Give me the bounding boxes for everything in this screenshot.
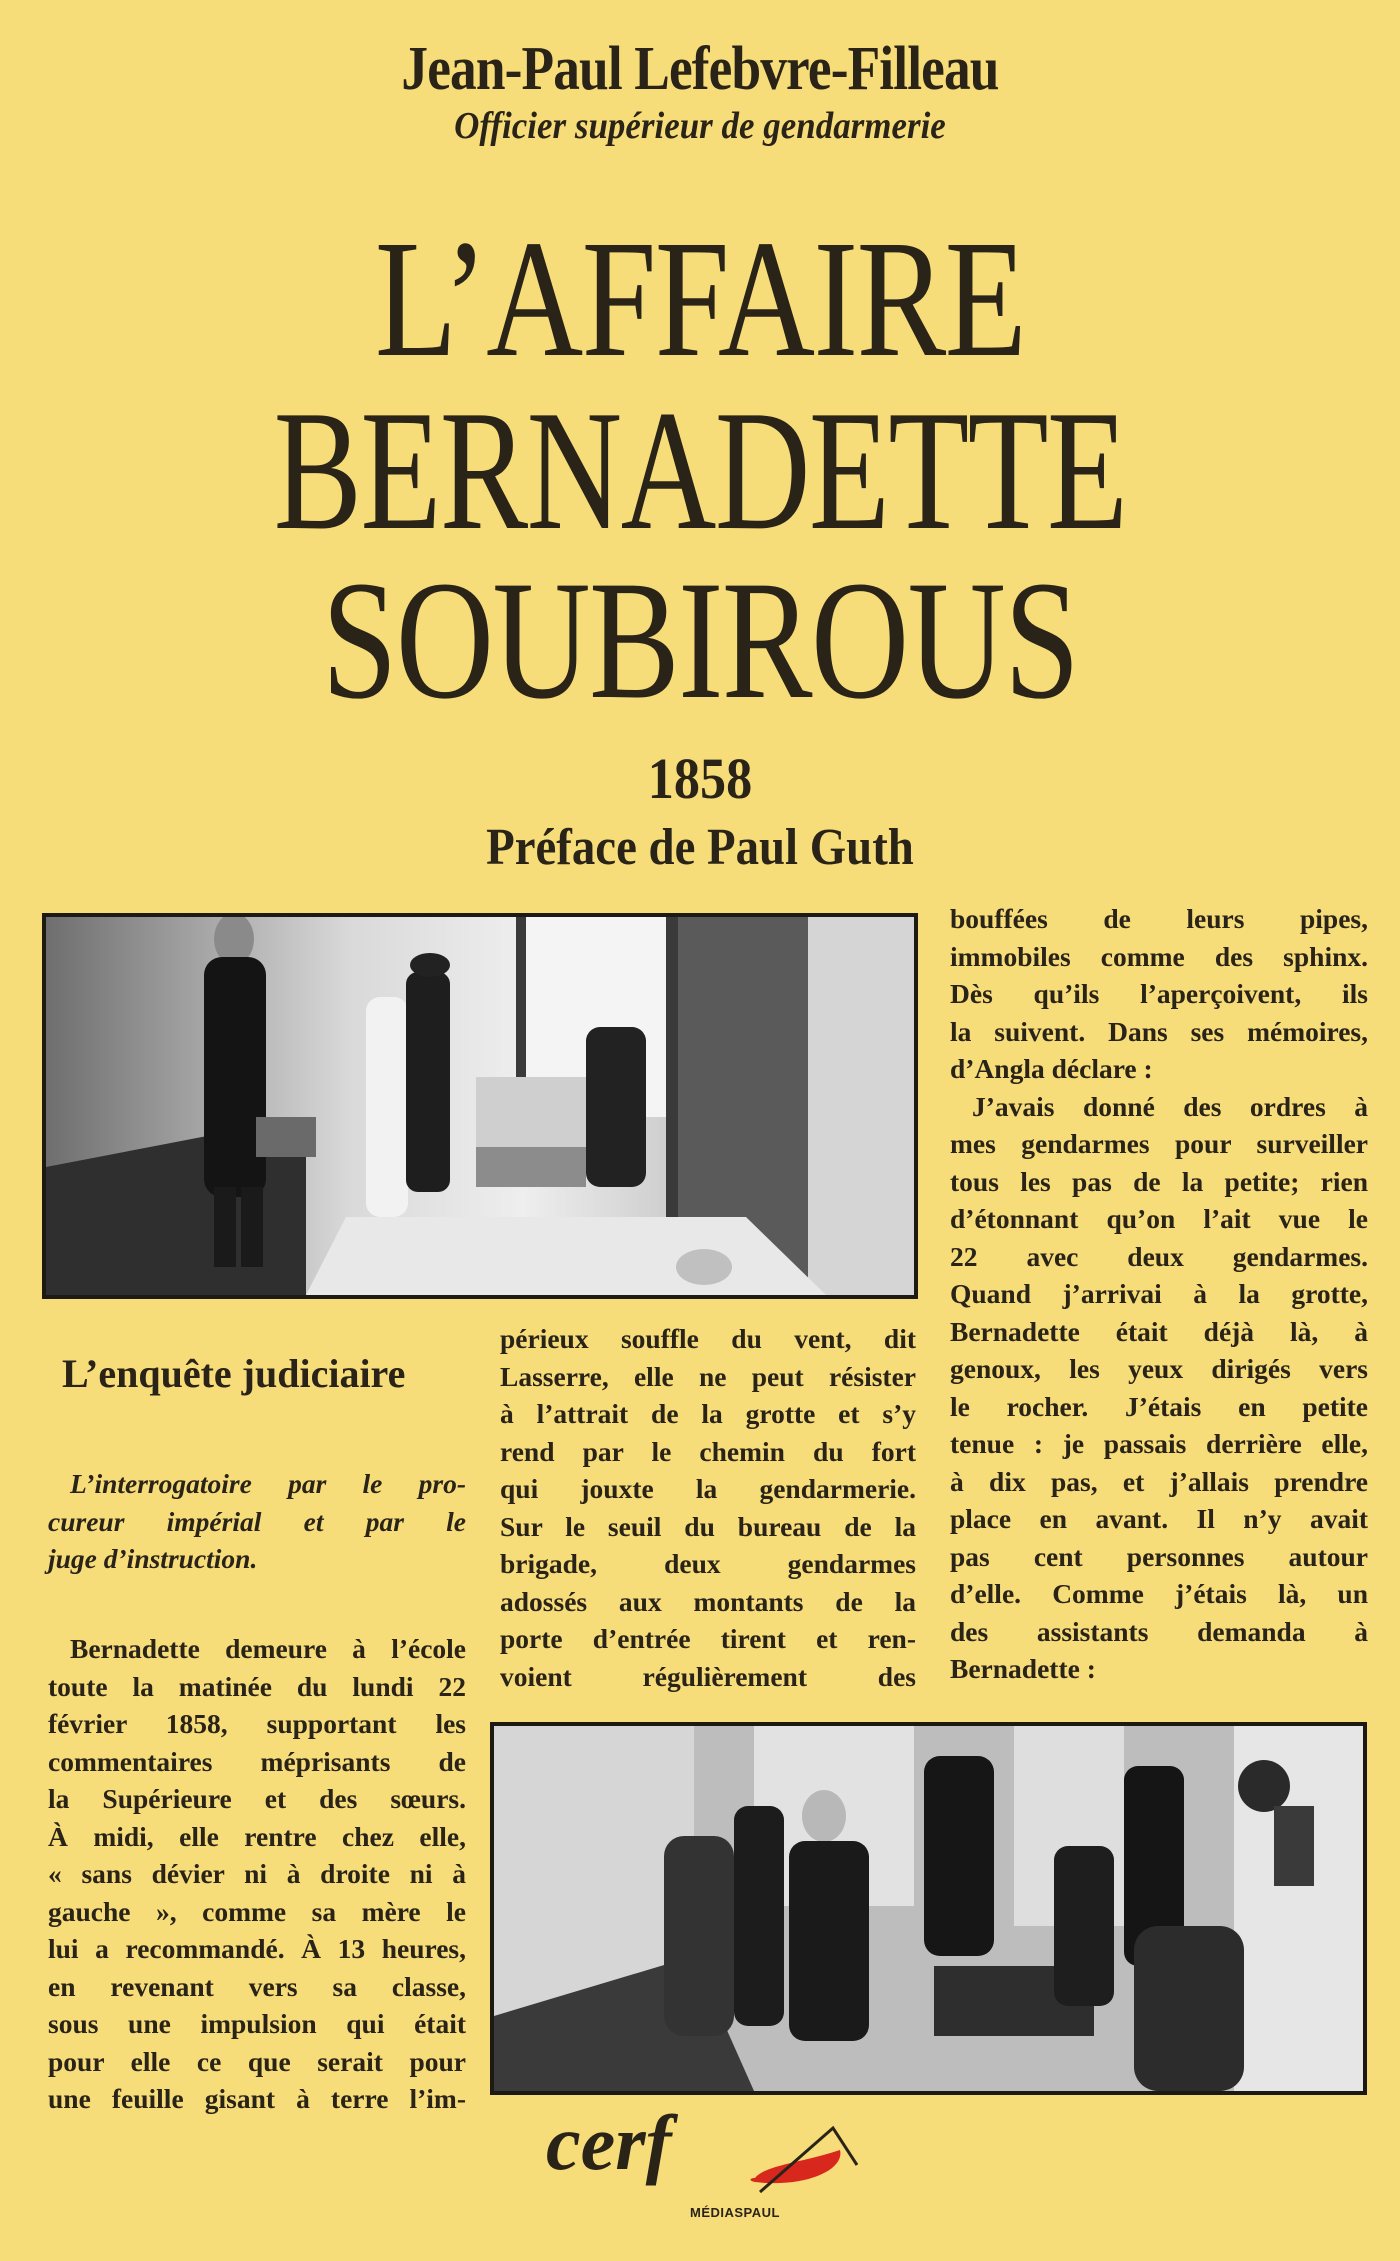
photo-interrogation-image [46,917,914,1295]
col-right-line: d’Angla déclare : [950,1053,1153,1084]
article-column-right [950,900,1368,1688]
photo-tribunal-image [494,1726,1363,2091]
col-right-line: la suivent. Dans ses mémoires, [950,1015,1368,1047]
book-year: 1858 [647,746,753,811]
col-left-line: « sans dévier ni à droite ni à [48,1858,466,1889]
photo-interrogation-scene [42,913,918,1299]
col-right-line: genoux, les yeux dirigés vers [950,1353,1368,1384]
col-right-line: J’avais donné des ordres à [972,1090,1368,1122]
col-right-line: le rocher. J’étais en petite [950,1390,1368,1422]
col-left-line: Bernadette demeure à l’école [70,1633,466,1664]
col-middle-line: Sur le seuil du bureau de la [500,1510,916,1542]
col-left-line: lui a recommandé. À 13 heures, [48,1933,466,1964]
col-middle-line: voient régulièrement des [500,1660,916,1692]
cerf-logo: cerf [546,2099,672,2186]
col-right-line: à dix pas, et j’allais prendre [950,1465,1368,1497]
mediaspaul-logo-icon [735,2120,860,2195]
book-title-line-3: SOUBIROUS [321,546,1079,734]
col-right-line: 22 avec deux gendarmes. [950,1240,1368,1272]
col-middle-line: brigade, deux gendarmes [500,1548,916,1579]
col-middle-line: porte d’entrée tirent et ren- [500,1623,916,1654]
col-right-line: d’elle. Comme j’étais là, un [950,1578,1368,1609]
col-left-line: pour elle ce que serait pour [48,2045,466,2077]
mediaspaul-label: MÉDIASPAUL [690,2205,780,2220]
col-right-line: tous les pas de la petite; rien [950,1165,1368,1197]
lead-line: L’interrogatoire par le pro- [70,1468,466,1499]
col-left-line: la Supérieure et des sœurs. [48,1783,466,1814]
article-column-left [48,1630,466,2118]
book-title-line-2: BERNADETTE [273,376,1127,566]
col-left-line: février 1858, supportant les [48,1708,466,1739]
col-left-line: une feuille gisant à terre l’im- [48,2083,466,2114]
col-middle-line: périeux souffle du vent, dit [500,1323,916,1354]
section-lead [48,1465,466,1578]
col-right-line: Dès qu’ils l’aperçoivent, ils [950,978,1368,1009]
col-right-line: immobiles comme des sphinx. [950,940,1368,972]
col-right-line: tenue : je passais derrière elle, [950,1428,1368,1459]
article-column-middle [500,1320,916,1695]
section-heading: L’enquête judiciaire [62,1351,406,1396]
author-title: Officier supérieur de gendarmerie [454,105,946,147]
lead-line: cureur impérial et par le [48,1505,466,1537]
book-title-line-1: L’AFFAIRE [374,206,1026,392]
col-right-line: place en avant. Il n’y avait [950,1503,1368,1534]
col-right-line: Bernadette : [950,1653,1096,1684]
col-left-line: toute la matinée du lundi 22 [48,1670,466,1702]
col-right-line: mes gendarmes pour surveiller [950,1128,1368,1159]
col-left-line: gauche », comme sa mère le [48,1895,466,1927]
col-middle-line: Lasserre, elle ne peut résister [500,1360,916,1392]
lead-line: juge d’instruction. [48,1543,258,1574]
col-middle-line: qui jouxte la gendarmerie. [500,1473,916,1504]
col-right-line: Quand j’arrivai à la grotte, [950,1278,1368,1309]
col-left-line: commentaires méprisants de [48,1745,466,1777]
col-right-line: d’étonnant qu’on l’ait vue le [950,1203,1368,1234]
col-middle-line: rend par le chemin du fort [500,1435,916,1467]
col-left-line: sous une impulsion qui était [48,2008,466,2039]
col-middle-line: à l’attrait de la grotte et s’y [500,1398,916,1429]
photo-tribunal-scene [490,1722,1367,2095]
col-right-line: Bernadette était déjà là, à [950,1315,1368,1347]
col-right-line: pas cent personnes autour [950,1540,1368,1572]
col-left-line: en revenant vers sa classe, [48,1970,466,2002]
author-name: Jean-Paul Lefebvre-Filleau [401,35,999,103]
col-right-line: des assistants demanda à [950,1615,1368,1647]
col-middle-line: adossés aux montants de la [500,1585,916,1617]
preface-credit: Préface de Paul Guth [486,819,914,876]
col-right-line: bouffées de leurs pipes, [950,903,1368,934]
col-left-line: À midi, elle rentre chez elle, [48,1820,466,1852]
